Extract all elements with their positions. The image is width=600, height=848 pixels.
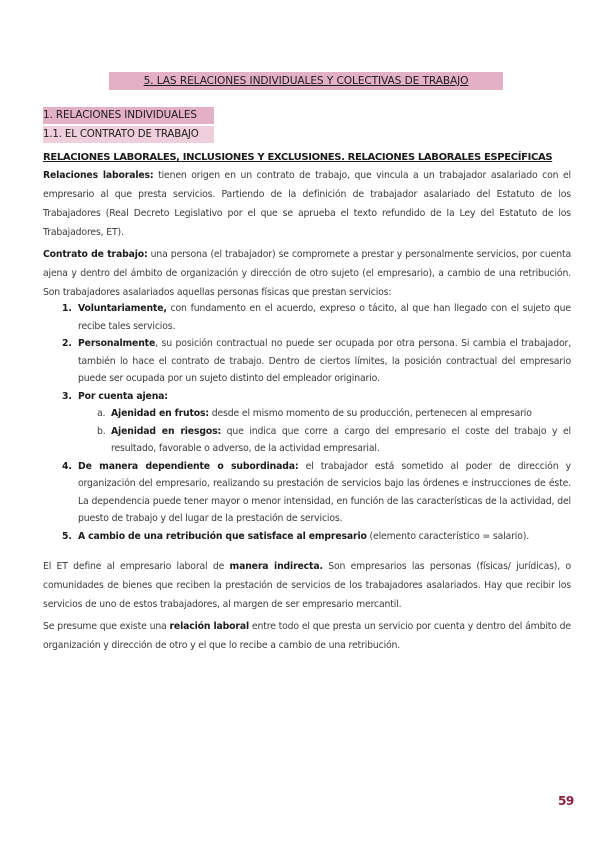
- paragraph-text: Se presume que existe una: [43, 621, 170, 632]
- list-item: [43, 388, 571, 406]
- list-number: 1.: [62, 303, 72, 314]
- list-number: 5.: [62, 530, 72, 542]
- chapter-title: 5. LAS RELACIONES INDIVIDUALES Y COLECTIVAS DE TRABAJO: [109, 72, 503, 90]
- sub-list-letter: b.: [97, 425, 106, 437]
- sub-list-text: desde el mismo momento de su producción, pertenecen al empresario: [208, 408, 532, 419]
- paragraph-relaciones-laborales: [43, 166, 571, 242]
- sub-list-letter: a.: [97, 408, 106, 419]
- paragraph-empresario: [43, 557, 571, 614]
- list-number: 3.: [62, 390, 72, 402]
- list-text: , su posición contractual no puede ser ocupada por otra persona. Si cambia el trabajador, también lo hace el contrato de trabajo. Dentro de ciertos límites, la posición contractual del empresario puede ser ocupada por un sujeto distinto del empleador originario.: [78, 338, 571, 384]
- sub-list-term: Ajenidad en riesgos:: [111, 425, 222, 437]
- paragraph-text: El ET define al empresario laboral de: [43, 561, 230, 572]
- page-number: 59: [558, 794, 574, 808]
- paragraph-presuncion: [43, 617, 571, 655]
- topic-heading: RELACIONES LABORALES, INCLUSIONES Y EXCLUSIONES. RELACIONES LABORALES ESPECÍFICAS: [43, 152, 553, 163]
- term-relacion-laboral: relación laboral: [169, 621, 250, 632]
- term-relaciones-laborales: Relaciones laborales:: [43, 170, 154, 181]
- list-term: Por cuenta ajena:: [78, 390, 168, 402]
- list-item: [43, 458, 571, 528]
- section-heading: 1. RELACIONES INDIVIDUALES: [43, 107, 214, 124]
- subsection-heading: 1.1. EL CONTRATO DE TRABAJO: [43, 126, 214, 143]
- sub-list-term: Ajenidad en frutos:: [111, 408, 209, 419]
- list-term: De manera dependiente o subordinada:: [78, 460, 299, 472]
- paragraph-text: entre todo el que presta un servicio por cuenta y dentro del ámbito de organización y dirección de otro y el que lo recibe a cambio de una retribución.: [43, 621, 571, 651]
- list-term: A cambio de una retribución que satisface al empresario: [78, 530, 367, 542]
- paragraph-text: tienen origen en un contrato de trabajo, que vincula a un trabajador asalariado con el empresario al que presta servicios. Partiendo de la definición de trabajador asalariado del Estatuto de los Trabajadores (Real Decreto Legislativo por el que se aprueba el texto refundido de la Ley del Estatuto de los Trabajadores, ET).: [43, 170, 571, 238]
- list-text: con fundamento en el acuerdo, expreso o tácito, al que han llegado con el sujeto que recibe tales servicios.: [78, 303, 571, 332]
- paragraph-text: Son empresarios las personas (físicas/ jurídicas), o comunidades de bienes que reciben la prestación de servicios de los trabajadores asalariados. Hay que recibir los servicios de uno de estos trabajadores, al margen de ser empresario mercantil.: [43, 561, 571, 610]
- requirements-list: [43, 300, 571, 545]
- list-term: Voluntariamente,: [78, 303, 167, 314]
- list-number: 4.: [62, 460, 72, 472]
- paragraph-text: una persona (el trabajador) se compromete a prestar y personalmente servicios, por cuenta ajena y dentro del ámbito de organización y dirección de otro sujeto (el empresario), a cambio de una retribución. Son trabajadores asalariados aquellas personas físicas que prestan servicios:: [43, 249, 571, 298]
- list-number: 2.: [62, 338, 72, 349]
- sub-list-text: que indica que corre a cargo del empresario el coste del trabajo y el resultado, favorable o adverso, de la actividad empresarial.: [111, 425, 571, 454]
- list-item: [43, 528, 571, 546]
- term-manera-indirecta: manera indirecta.: [229, 561, 323, 572]
- list-item: [43, 335, 571, 388]
- paragraph-contrato-trabajo: [43, 245, 571, 302]
- list-term: Personalmente: [78, 338, 156, 349]
- term-contrato-trabajo: Contrato de trabajo:: [43, 249, 148, 260]
- sub-list-item: [43, 423, 571, 458]
- list-text: (elemento característico = salario).: [366, 530, 530, 542]
- list-item: [43, 300, 571, 335]
- sub-list-item: [43, 405, 571, 423]
- list-text: el trabajador está sometido al poder de dirección y organización del empresario, realizando su prestación de servicios bajo las órdenes e instrucciones de éste. La dependencia puede tener mayor o menor intensidad, en función de las características de la actividad, del puesto de trabajo y del lugar de la prestación de servicios.: [78, 460, 571, 524]
